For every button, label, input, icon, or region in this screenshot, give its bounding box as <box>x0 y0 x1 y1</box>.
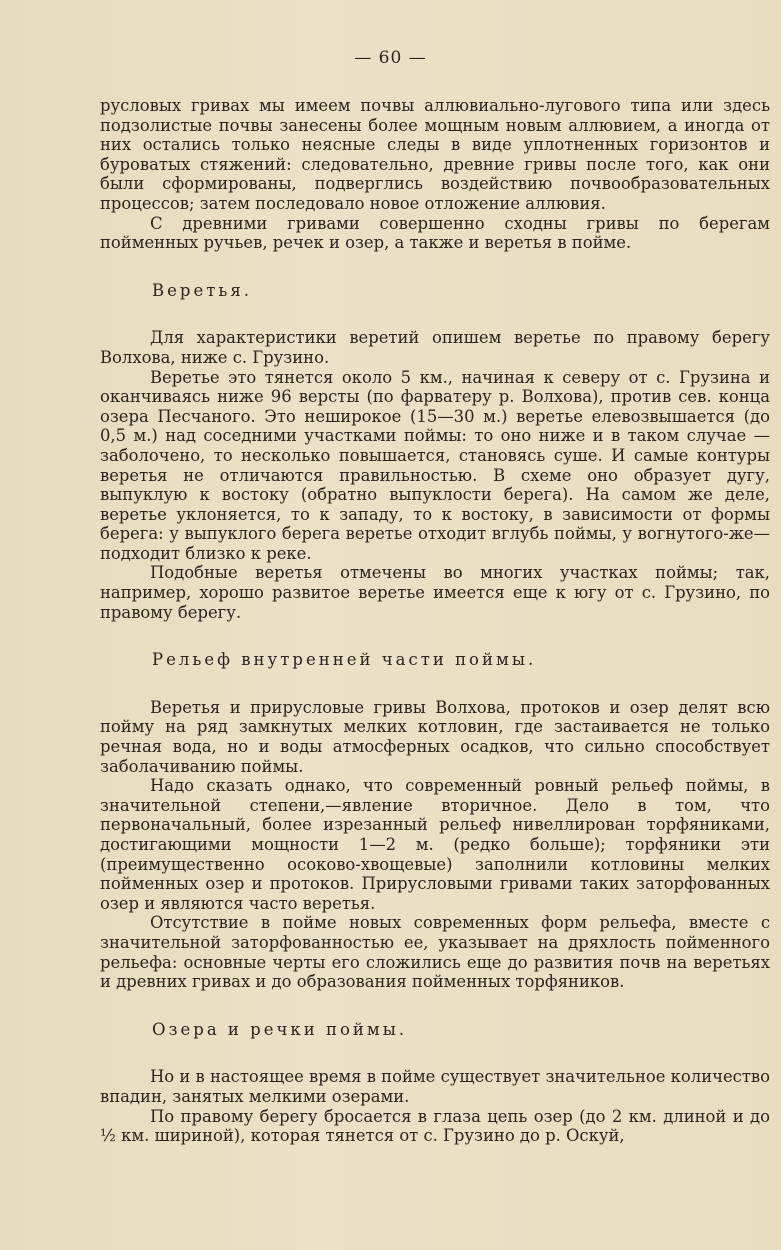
paragraph: Веретья и прирусловые гривы Волхова, протоков и озер делят всю пойму на ряд замкнутых мелких котловин, где застаивается не только речная вода, но и воды атмосферных осадков, что сильно способствует заболачиванию поймы. <box>100 697 770 776</box>
paragraph: Подобные веретья отмечены во многих участках поймы; так, например, хорошо развитое веретье имеется еще к югу от с. Грузино, по правому берегу. <box>100 563 770 622</box>
paragraph: Отсутствие в пойме новых современных форм рельефа, вместе с значительной заторфованностью ее, указывает на дряхлость пойменного рельефа: основные черты его сложились еще до развития почв на веретьях и древних гривах и до образования пойменных торфяников. <box>100 913 770 992</box>
section-heading: Озера и речки поймы. <box>152 1019 408 1039</box>
paragraph: По правому берегу бросается в глаза цепь озер (до 2 км. длиной и до ½ км. шириной), которая тянется от с. Грузино до р. Оскуй, <box>100 1106 770 1146</box>
paragraph: русловых гривах мы имеем почвы аллювиально-лугового типа или здесь подзолистые почвы занесены более мощным новым аллювием, а иногда от них остались только неясные следы в виде уплотненных горизонтов и буроватых стяжений: следовательно, древние гривы после того, как они были сформированы, подверглись воздействию почвообразовательных процессов; затем последовало новое отложение аллювия. <box>100 96 770 213</box>
paragraph: Для характеристики веретий опишем веретье по правому берегу Волхова, ниже с. Грузино. <box>100 328 770 367</box>
section-heading: Веретья. <box>152 280 252 300</box>
paragraph: Веретье это тянется около 5 км., начиная к северу от с. Грузина и оканчиваясь ниже 96 версты (по фарватеру р. Волхова), против сев. конца озера Песчаного. Это неширокое (15—30 м.) веретье елевозвышается (до 0,5 м.) над соседними участками поймы: то оно ниже и в таком случае — заболочено, то несколько повышается, становясь суше. И самые контуры веретья не отличаются правильностью. В схеме оно образует дугу, выпуклую к востоку (обратно выпуклости берега). На самом же деле, веретье уклоняется, то к западу, то к востоку, в зависимости от формы берега: у выпуклого берега веретье отходит вглубь поймы, у вогнутого-же—подходит близко к реке. <box>100 367 770 563</box>
page-body <box>100 96 770 1146</box>
paragraph: Надо сказать однако, что современный ровный рельеф поймы, в значительной степени,—явление вторичное. Дело в том, что первоначальный, более изрезанный рельеф нивеллирован торфяниками, достигающими мощности 1—2 м. (редко больше); торфяники эти (преимущественно осоково-хвощевые) заполнили котловины мелких пойменных озер и протоков. Прирусловыми гривами таких заторфованных озер и являются часто веретья. <box>100 776 770 913</box>
paragraph: С древними гривами совершенно сходны гривы по берегам пойменных ручьев, речек и озер, а также и веретья в пойме. <box>100 213 770 253</box>
paragraph: Но и в настоящее время в пойме существует значительное количество впадин, занятых мелкими озерами. <box>100 1067 770 1106</box>
page-number: — 60 — <box>354 48 427 68</box>
section-heading: Рельеф внутренней части поймы. <box>152 650 537 670</box>
